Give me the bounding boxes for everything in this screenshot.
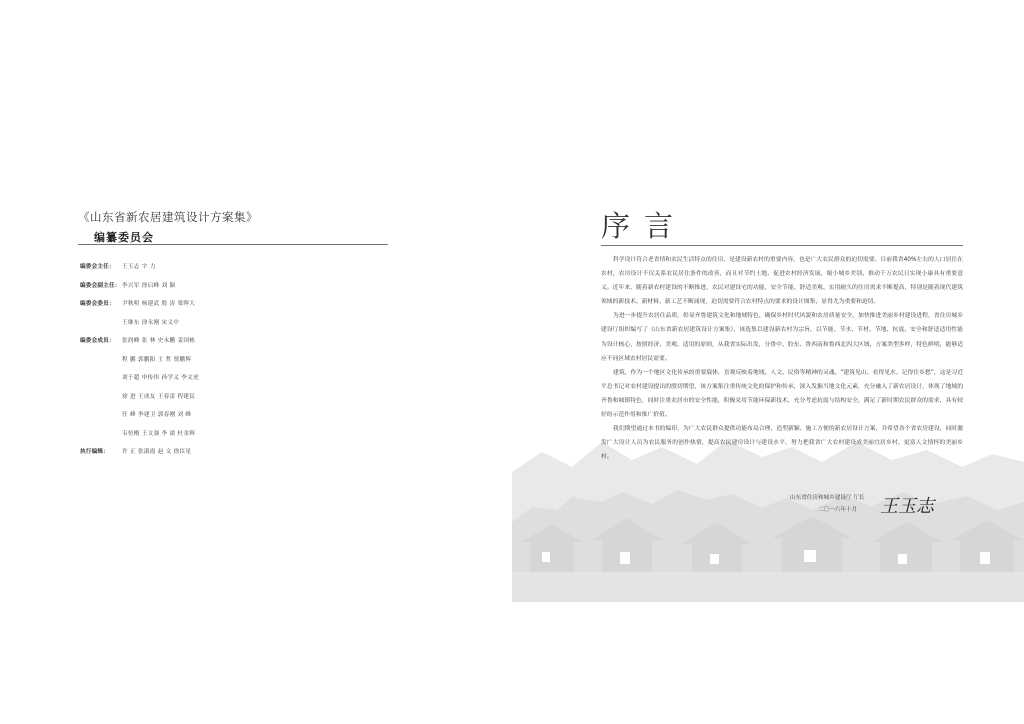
roster-role: 编委会副主任：: [80, 282, 121, 289]
committee-title: 编纂委员会: [94, 231, 154, 244]
roster-row: [80, 368, 380, 387]
roster-names: 任 峰 李建卫 郭春刚 刘 峰: [122, 412, 192, 419]
committee-roster: [80, 257, 380, 461]
preface-title: 序言: [601, 209, 688, 243]
handwritten-signature: 王玉志: [880, 496, 934, 517]
roster-names: 徐 进 王成友 王春雷 程建民: [122, 393, 196, 400]
roster-names: 王玉志 宇 力: [122, 264, 156, 271]
roster-names: 程 鹏 郭鹏阳 王 哲 贾鹏辉: [122, 356, 192, 363]
roster-row: [80, 331, 380, 350]
preface-paragraph: 我们期望通过本书的编印，为广大农民群众提供功能布局合理、造型新颖、施工方便的新农居设计方案，并希望各个省农房建设，同时激发广大设计人员为农民服务的创作热情，提高农民建房设计与建设水平，努力把我省广大农村建设成美丽宜居乡村、更富人文情怀的美丽乡村。: [601, 426, 963, 461]
roster-names: 刘于超 申传伟 孙学义 李文虎: [122, 375, 199, 382]
preface-paragraph: 科学设计符合老省情和农民生活特点的住房，是建设新农村的重要内容，也是广大农民群众的迫切需要。目前我省40%左右的人口居住在农村，农房设计不仅关系农民居住条件的改善，而且对节约土地、促进农村经济发展、缩小城乡差别、推动千万农民日实现小康具有重要意义。近年来，随着新农村建设的不断推进，农民对建设宅的功能、安全节能、舒适美观、实用耐久的住房需求不断提高，特别是随着现代建筑领域的新技术、新材料、新工艺不断涌现，迫切需要符合农村特点的要求的设计图集，显得尤为重要和迫切。: [601, 257, 963, 306]
roster-names: 许 正 张淑霞 赵 文 徐臣星: [122, 449, 192, 456]
preface-body: [601, 253, 963, 464]
roster-names: 李兴军 徐启峰 刘 颖: [122, 282, 176, 289]
book-title: 《山东省新农居建筑设计方案集》: [78, 210, 258, 224]
title-divider: [78, 244, 388, 245]
roster-names: 王继东 徐永刚 宋义中: [122, 319, 180, 326]
signature-date: 二〇一六年十月: [818, 507, 858, 513]
roster-row: [80, 405, 380, 424]
preface-paragraph: 建筑，作为一个地区文化传承的重要载体，直观反映着地域、人文、民俗等精神的灵魂。“建筑见山、看得见水、记得住乡愁”，这是习近平总书记对农村建设提出的殷切期望，该方案集注重传统文化的保护和传承，深入发掘当地文化元素，充分融入了新农居设计，体现了地域的齐鲁和城镇特色，同时注重农居市的安全性能，积极采用节能环保新技术，充分考虑抗震与结构安全，满足了新时期农民群众的需求，具有较好的示范作用和推广价值。: [601, 369, 963, 419]
roster-row: [80, 276, 380, 295]
signatory-organization: 山东省住房和城乡建设厅 厅长: [790, 495, 865, 501]
roster-names: 韦恒刚 王文强 李 潼 杜金辉: [122, 430, 196, 437]
preface-divider: [601, 245, 963, 246]
roster-names: 张润峰 张 林 史永鹏 姜国栋: [122, 338, 196, 345]
roster-role: 编委会委员：: [80, 301, 115, 308]
roster-row: [80, 350, 380, 369]
roster-role: 编委会成员：: [80, 338, 115, 345]
roster-row: [80, 257, 380, 276]
roster-row: [80, 387, 380, 406]
roster-role: 执行编辑：: [80, 449, 109, 456]
roster-row: [80, 294, 380, 313]
signature-block: [790, 493, 865, 513]
roster-names: 尹秋明 杨建武 殷 涛 梁晖大: [122, 301, 196, 308]
roster-row: [80, 442, 380, 461]
roster-role: 编委会主任：: [80, 264, 115, 271]
roster-row: [80, 424, 380, 443]
preface-paragraph: 为进一步提升农居住品质，彰显齐鲁建筑文化和地域特色，确保乡村时代风貌和农房质量安全，加快推进美丽乡村建设进程，省住房城乡建设厅组织编写了《山东省新农居建筑设计方案集》，该选集以建设新农村为宗旨，以节能、节水、节材、节地、抗震、安全和舒适适用性能为设计核心，按照经济、美观、适用的原则，从我省实际出发，分鲁中、胶东、鲁西南和鲁西北四大区域，方案类型多样，特色鲜明，能够适应不同区域农村居民需要。: [601, 313, 963, 362]
roster-row: [80, 313, 380, 332]
